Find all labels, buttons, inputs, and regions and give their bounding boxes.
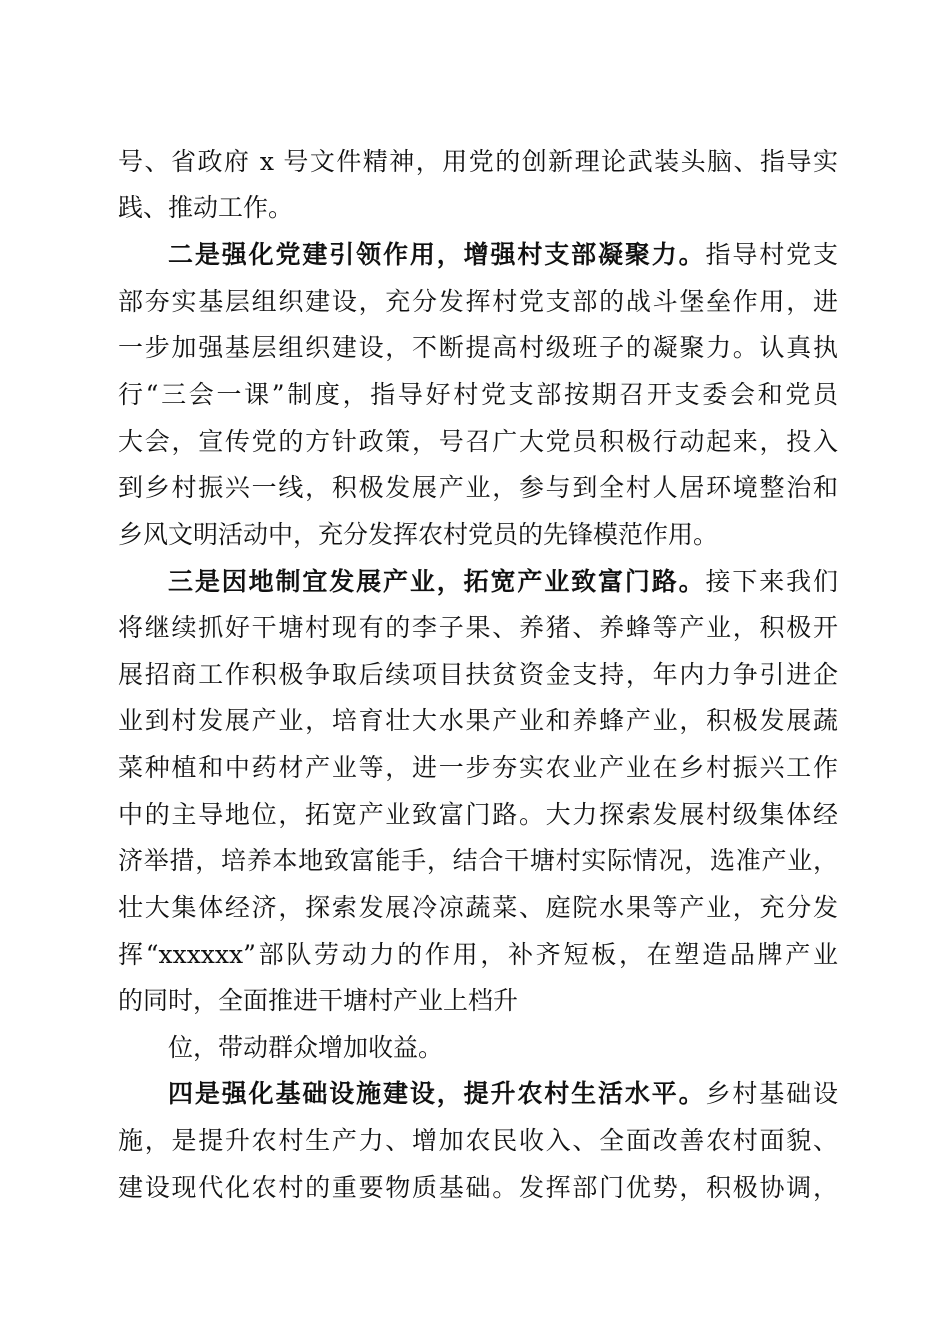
text-line: 号、省政府 x 号文件精神，用党的创新理论武装头脑、指导实: [118, 147, 838, 176]
text-line: 一步加强基层组织建设，不断提高村级班子的凝聚力。认真执: [118, 333, 838, 362]
text-line: 将继续抓好干塘村现有的李子果、养猪、养蜂等产业，积极开: [118, 613, 838, 642]
text-line: 挥“xxxxxx”部队劳动力的作用，补齐短板，在塑造品牌产业: [118, 940, 838, 969]
text-line: 业到村发展产业，培育壮大水果产业和养蜂产业，积极发展蔬: [118, 706, 838, 735]
text-line: 济举措，培养本地致富能手，结合干塘村实际情况，选准产业，: [118, 846, 838, 875]
section-heading-2: 二是强化党建引领作用，增强村支部凝聚力。: [168, 240, 706, 269]
text-line: 位，带动群众增加收益。: [168, 1033, 444, 1062]
text-span: 乡村基础设: [705, 1079, 838, 1108]
paragraph-heading-line: [168, 1073, 838, 1115]
text-span: 接下来我们: [705, 567, 838, 596]
text-line: 施，是提升农村生产力、增加农民收入、全面改善农村面貌、: [118, 1126, 838, 1155]
text-line: 中的主导地位，拓宽产业致富门路。大力探索发展村级集体经: [118, 800, 838, 829]
text-line: 壮大集体经济，探索发展冷凉蔬菜、庭院水果等产业，充分发: [118, 893, 838, 922]
text-line: 部夯实基层组织建设，充分发挥村党支部的战斗堡垒作用，进: [118, 287, 838, 316]
text-line: 建设现代化农村的重要物质基础。发挥部门优势，积极协调，: [118, 1173, 838, 1202]
text-line: 展招商工作积极争取后续项目扶贫资金支持，年内力争引进企: [118, 660, 838, 689]
text-line: 的同时，全面推进干塘村产业上档升: [118, 986, 519, 1015]
text-line: 行“三会一课”制度，指导好村党支部按期召开支委会和党员: [118, 380, 838, 409]
section-heading-3: 三是因地制宜发展产业，拓宽产业致富门路。: [168, 567, 706, 596]
paragraph-heading-line: [168, 561, 838, 603]
text-line: 大会，宣传党的方针政策，号召广大党员积极行动起来，投入: [118, 427, 838, 456]
section-heading-4: 四是强化基础设施建设，提升农村生活水平。: [168, 1079, 706, 1108]
text-span: 指导村党支: [705, 240, 838, 269]
text-line: 到乡村振兴一线，积极发展产业，参与到全村人居环境整治和: [118, 473, 838, 502]
text-line: 乡风文明活动中，充分发挥农村党员的先锋模范作用。: [118, 520, 719, 549]
paragraph-heading-line: [168, 234, 838, 276]
text-line: 践、推动工作。: [118, 193, 294, 222]
text-line: 菜种植和中药材产业等，进一步夯实农业产业在乡村振兴工作: [118, 753, 838, 782]
